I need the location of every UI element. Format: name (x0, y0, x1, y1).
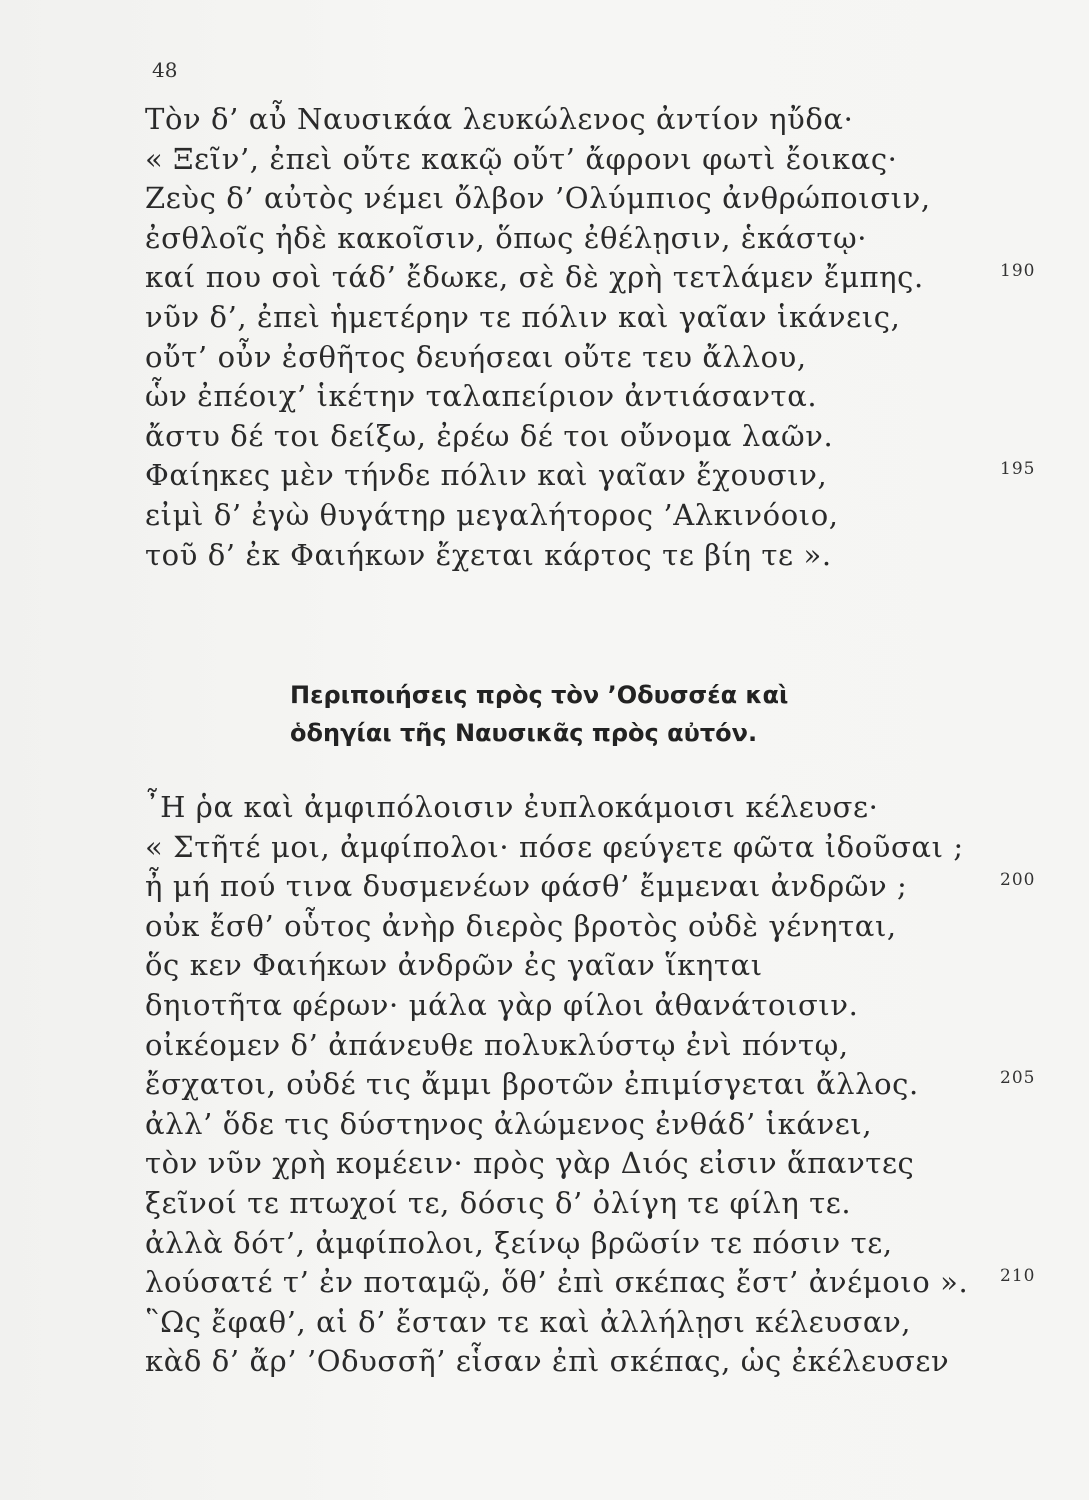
verse-text: καί που σοὶ τάδ’ ἔδωκε, σὲ δὲ χρὴ τετλάμεν ἔμπης. (145, 260, 924, 295)
verse-line (145, 946, 1075, 986)
verse-line (145, 258, 1075, 298)
verse-block-2 (145, 788, 1075, 1382)
verse-text: Τὸν δ’ αὖ Ναυσικάα λευκώλενος ἀντίον ηὔδα· (145, 102, 854, 136)
line-number: 195 (1000, 459, 1036, 480)
verse-line (145, 1065, 1075, 1105)
verse-line (145, 1342, 1075, 1382)
verse-text: τὸν νῦν χρὴ κομέειν· πρὸς γὰρ Διός εἰσιν ἅπαντες (145, 1146, 915, 1181)
line-number: 200 (1000, 870, 1036, 891)
verse-text: « Ξεῖν’, ἐπεὶ οὔτε κακῷ οὔτ’ ἄφρονι φωτὶ ἔοικας· (145, 141, 898, 176)
section-heading-line-2: ὁδηγίαι τῆς Ναυσικᾶς πρὸς αὐτόν. (290, 719, 758, 747)
verse-line (145, 536, 1075, 576)
verse-text: δηιοτῆτα φέρων· μάλα γὰρ φίλοι ἀθανάτοισιν. (145, 987, 859, 1022)
verse-line (145, 1144, 1075, 1184)
verse-text: οἰκέομεν δ’ ἀπάνευθε πολυκλύστῳ ἐνὶ πόντῳ, (145, 1027, 849, 1062)
verse-text: νῦν δ’, ἐπεὶ ἡμετέρην τε πόλιν καὶ γαῖαν ἱκάνεις, (145, 299, 901, 334)
verse-line (145, 417, 1075, 457)
verse-line (145, 496, 1075, 536)
verse-line (145, 298, 1075, 338)
verse-text: οὐκ ἔσθ’ οὗτος ἀνὴρ διερὸς βροτὸς οὐδὲ γένηται, (145, 908, 897, 943)
verse-line (145, 456, 1075, 496)
line-number: 190 (1000, 261, 1036, 282)
verse-line (145, 338, 1075, 378)
page-number: 48 (152, 58, 178, 82)
verse-line (145, 140, 1075, 180)
verse-line (145, 1026, 1075, 1066)
verse-line (145, 986, 1075, 1026)
verse-text: ἐσθλοῖς ἠδὲ κακοῖσιν, ὅπως ἐθέλῃσιν, ἑκάστῳ· (145, 220, 868, 255)
verse-text: « Στῆτέ μοι, ἀμφίπολοι· πόσε φεύγετε φῶτα ἰδοῦσαι ; (145, 829, 964, 864)
verse-line (145, 1184, 1075, 1224)
verse-line (145, 377, 1075, 417)
verse-line (145, 907, 1075, 947)
verse-text: ξεῖνοί τε πτωχοί τε, δόσις δ’ ὀλίγη τε φίλη τε. (145, 1185, 852, 1220)
verse-text: οὔτ’ οὖν ἐσθῆτος δευήσεαι οὔτε τευ ἄλλου, (145, 339, 807, 374)
verse-text: ῝Ως ἔφαθ’, αἱ δ’ ἔσταν τε καὶ ἀλλήλῃσι κέλευσαν, (145, 1304, 912, 1339)
verse-text: ὅς κεν Φαιήκων ἀνδρῶν ἐς γαῖαν ἵκηται (145, 948, 763, 983)
verse-text: ἀλλ’ ὅδε τις δύστηνος ἀλώμενος ἐνθάδ’ ἱκάνει, (145, 1106, 873, 1141)
verse-text: Ζεὺς δ’ αὐτὸς νέμει ὄλβον ’Ολύμπιος ἀνθρώποισιν, (145, 181, 931, 216)
verse-line (145, 1105, 1075, 1145)
verse-block-1 (145, 100, 1075, 575)
verse-line (145, 1303, 1075, 1343)
verse-line (145, 1224, 1075, 1264)
verse-text: ἀλλὰ δότ’, ἀμφίπολοι, ξείνῳ βρῶσίν τε πόσιν τε, (145, 1225, 893, 1260)
verse-text: Φαίηκες μὲν τήνδε πόλιν καὶ γαῖαν ἔχουσιν, (145, 458, 828, 493)
line-number: 205 (1000, 1068, 1036, 1089)
section-heading (290, 676, 910, 752)
verse-text: λούσατέ τ’ ἐν ποταμῷ, ὅθ’ ἐπὶ σκέπας ἔστ’ ἀνέμοιο ». (145, 1265, 969, 1300)
verse-line (145, 219, 1075, 259)
verse-text: ῏Η ῥα καὶ ἀμφιπόλοισιν ἐυπλοκάμοισι κέλευσε· (145, 790, 879, 824)
section-heading-line-1: Περιποιήσεις πρὸς τὸν ’Οδυσσέα καὶ (290, 681, 789, 709)
verse-line (145, 179, 1075, 219)
line-number: 210 (1000, 1266, 1036, 1287)
verse-text: ἄστυ δέ τοι δείξω, ἐρέω δέ τοι οὔνομα λαῶν. (145, 418, 834, 453)
verse-line (145, 100, 1075, 140)
verse-text: κὰδ δ’ ἄρ’ ’Οδυσσῆ’ εἷσαν ἐπὶ σκέπας, ὡς ἐκέλευσεν (145, 1344, 950, 1379)
verse-line (145, 1263, 1075, 1303)
verse-text: ἔσχατοι, οὐδέ τις ἄμμι βροτῶν ἐπιμίσγεται ἄλλος. (145, 1067, 919, 1102)
verse-line (145, 788, 1075, 828)
verse-text: τοῦ δ’ ἐκ Φαιήκων ἔχεται κάρτος τε βίη τε ». (145, 537, 832, 572)
verse-text: εἰμὶ δ’ ἐγὼ θυγάτηρ μεγαλήτορος ’Αλκινόοιο, (145, 497, 839, 532)
verse-line (145, 867, 1075, 907)
verse-line (145, 828, 1075, 868)
verse-text: ἦ μή πού τινα δυσμενέων φάσθ’ ἔμμεναι ἀνδρῶν ; (145, 869, 908, 904)
verse-text: ὧν ἐπέοιχ’ ἱκέτην ταλαπείριον ἀντιάσαντα. (145, 379, 818, 414)
